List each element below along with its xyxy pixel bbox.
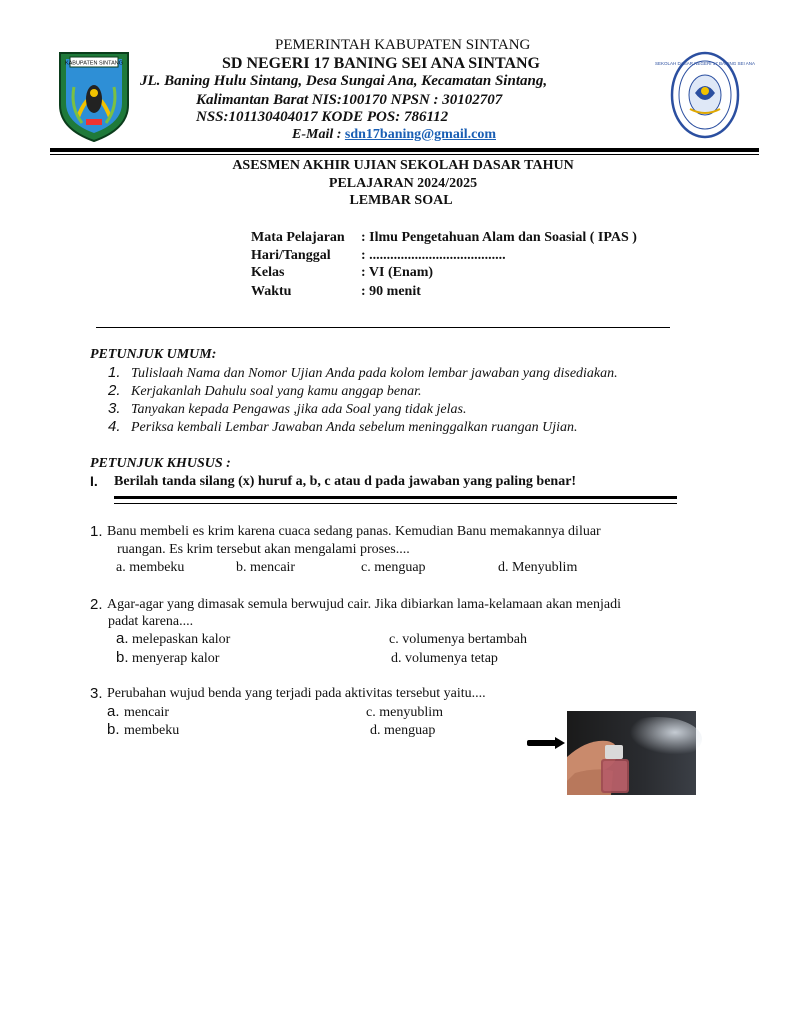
info-value-class: : VI (Enam)	[361, 265, 434, 280]
answer-option-a[interactable]: a. membeku	[116, 560, 185, 575]
answer-option-c[interactable]: c. menyublim	[366, 705, 443, 720]
info-label-class: Kelas	[251, 265, 285, 280]
question-number: 2.	[90, 596, 103, 613]
section-number: I.	[90, 473, 98, 489]
info-label-subject: Mata Pelajaran	[251, 230, 345, 245]
question-text: Banu membeli es krim karena cuaca sedang panas. Kemudian Banu memakannya diluar	[107, 524, 601, 539]
header-divider-thick	[50, 148, 759, 152]
info-value-time: : 90 menit	[361, 284, 421, 299]
header-nss-kodepos: NSS:101130404017 KODE POS: 786112	[196, 109, 449, 125]
answer-option-c[interactable]: c. menguap	[361, 560, 426, 575]
general-instruction-num: 4.	[108, 418, 121, 435]
header-address: JL. Baning Hulu Sintang, Desa Sungai Ana, Kecamatan Sintang,	[140, 73, 548, 89]
answer-letter-a: a.	[116, 630, 129, 647]
special-instructions-heading: PETUNJUK KHUSUS :	[90, 456, 231, 471]
question-text: padat karena....	[108, 614, 194, 629]
general-instruction-item: Tanyakan kepada Pengawas ,jika ada Soal yang tidak jelas.	[131, 402, 467, 417]
answer-option-d[interactable]: d. Menyublim	[498, 560, 578, 575]
header-line-1: PEMERINTAH KABUPATEN SINTANG	[275, 37, 531, 53]
svg-text:SEKOLAH DASAR NEGERI 17 BANING: SEKOLAH DASAR NEGERI 17 BANING SEI ANA	[654, 61, 756, 66]
general-instruction-item: Periksa kembali Lembar Jawaban Anda sebelum meninggalkan ruangan Ujian.	[131, 420, 578, 435]
general-instruction-item: Tulislaah Nama dan Nomor Ujian Anda pada kolom lembar jawaban yang disediakan.	[131, 366, 618, 381]
perfume-spray-photo	[567, 711, 696, 795]
question-number: 3.	[90, 685, 103, 702]
header-email	[292, 127, 496, 143]
answer-option-b[interactable]: menyerap kalor	[132, 651, 220, 666]
answer-option-a[interactable]: mencair	[124, 705, 170, 720]
instruction-divider-thin	[114, 503, 677, 504]
info-label-date: Hari/Tanggal	[251, 248, 331, 263]
general-instruction-num: 3.	[108, 400, 121, 417]
header-nis-npsn: Kalimantan Barat NIS:100170 NPSN : 30102707	[196, 92, 503, 108]
general-instruction-num: 2.	[108, 382, 121, 399]
svg-text:KABUPATEN SINTANG: KABUPATEN SINTANG	[64, 60, 124, 67]
exam-title-line-3: LEMBAR SOAL	[349, 193, 453, 208]
special-instruction-text: Berilah tanda silang (x) huruf a, b, c atau d pada jawaban yang paling benar!	[114, 474, 577, 489]
answer-option-d[interactable]: d. menguap	[370, 723, 436, 738]
answer-letter-a: a.	[107, 703, 120, 720]
answer-option-d[interactable]: d. volumenya tetap	[391, 651, 498, 666]
answer-option-c[interactable]: c. volumenya bertambah	[389, 632, 528, 647]
general-instruction-num: 1.	[108, 364, 121, 381]
question-text: Agar-agar yang dimasak semula berwujud cair. Jika dibiarkan lama-kelamaan akan menjadi	[107, 597, 622, 612]
email-label: E-Mail :	[292, 127, 345, 142]
answer-option-a[interactable]: melepaskan kalor	[132, 632, 231, 647]
email-link[interactable]: sdn17baning@gmail.com	[344, 127, 496, 142]
left-logo	[56, 47, 132, 143]
arrow-right-icon	[527, 736, 565, 748]
answer-letter-b: b.	[107, 721, 120, 738]
exam-title-line-2: PELAJARAN 2024/2025	[328, 176, 478, 191]
answer-option-b[interactable]: b. mencair	[236, 560, 296, 575]
general-instructions-heading: PETUNJUK UMUM:	[90, 347, 217, 362]
answer-option-b[interactable]: membeku	[124, 723, 180, 738]
question-number: 1.	[90, 523, 103, 540]
info-value-subject: : Ilmu Pengetahuan Alam dan Soasial ( IPAS )	[361, 230, 637, 245]
question-text: ruangan. Es krim tersebut akan mengalami proses....	[117, 542, 410, 557]
general-instruction-item: Kerjakanlah Dahulu soal yang kamu anggap benar.	[131, 384, 422, 399]
question-text: Perubahan wujud benda yang terjadi pada aktivitas tersebut yaitu....	[107, 686, 486, 701]
info-label-time: Waktu	[251, 284, 292, 299]
info-value-date: : .......................................	[361, 248, 506, 263]
right-logo	[654, 51, 756, 139]
answer-letter-b: b.	[116, 649, 129, 666]
school-name: SD NEGERI 17 BANING SEI ANA SINTANG	[222, 55, 540, 72]
info-divider	[96, 327, 670, 328]
header-divider-thin	[50, 154, 759, 155]
exam-title-line-1: ASESMEN AKHIR UJIAN SEKOLAH DASAR TAHUN	[232, 158, 574, 173]
instruction-divider-thick	[114, 496, 677, 499]
